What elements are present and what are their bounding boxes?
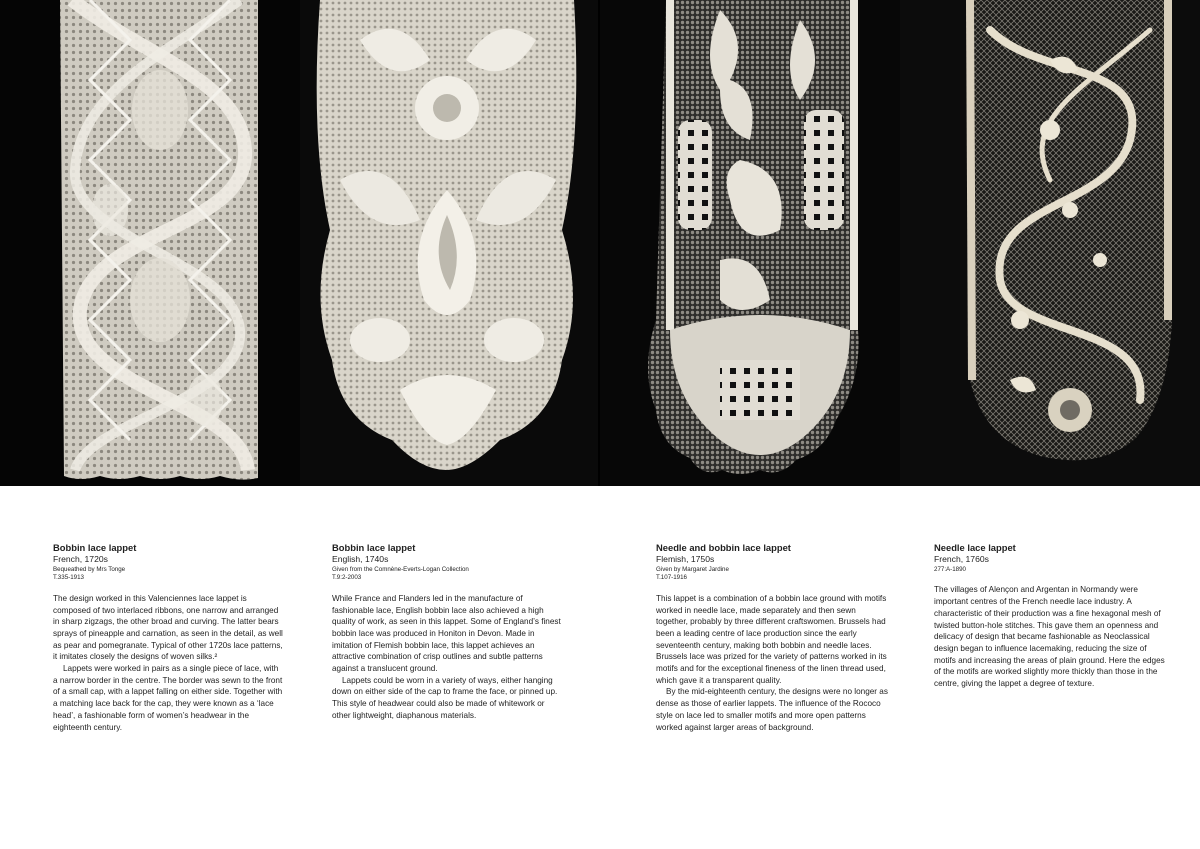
figure-body [53,593,283,733]
caption-figure-3 [656,542,888,733]
body-paragraph: By the mid-eighteenth century, the designs were no longer as dense as those of earlier lappets. The influence of the Rococo style on lace led to smaller motifs and more open patterns worked against larger areas of background. [656,687,888,732]
lace-photo-english-1740s [300,0,598,486]
lace-photo-french-1720s [0,0,300,486]
caption-figure-1 [53,542,283,733]
caption-figure-2 [332,542,562,722]
body-paragraph: The design worked in this Valenciennes lace lappet is composed of two interlaced ribbons, one narrow and arranged in sharp zigzags, the other broad and curving. The latter bears sprays of pineapple and carnation, as seen in the detail, as well as pear and pomegranate. Typical of other 1720s lace patterns, it imitates closely the designs of woven silks.² [53,593,283,662]
figure-origin: French, 1760s [934,554,989,564]
figure-credit: Given from the Comnène-Everts-Logan Collection [332,566,469,573]
figure-accession: T.9:2-2003 [332,574,362,582]
figure-body [332,593,562,722]
figure-credit: Bequeathed by Mrs Tonge [53,566,126,573]
lace-photo-french-1760s [900,0,1200,486]
body-paragraph: Lappets were worked in pairs as a single piece of lace, with a narrow border in the centre. The border was sewn to the front of a small cap, with a lappet falling on either side. Together with a matching lace back for the cap, they were known as a ‘lace head’, a fashionable form of women’s headwear in the eighteenth century. [53,664,283,732]
figure-title: Bobbin lace lappet [332,542,416,553]
body-paragraph: The villages of Alençon and Argentan in Normandy were important centres of the French needle lace industry. A characteristic of their production was a fine hexagonal mesh of twisted button-hole stitches. This gave them an openness and delicacy of design that became fashionable as Neoclassical design began to influence lacemaking, reducing the size of motifs and increasing the areas of plain ground. Here the edges of the motifs are worked slightly more thickly than those in the centre, giving the lappet a degree of texture. [934,585,1165,689]
figure-title: Bobbin lace lappet [53,542,137,553]
figure-origin: French, 1720s [53,554,108,564]
figure-title: Needle lace lappet [934,542,1016,553]
body-paragraph: Lappets could be worn in a variety of ways, either hanging down on either side of the cap to frame the face, or pinned up. This style of headwear could also be made of whitework or other lightweight, diaphanous materials. [332,675,558,720]
body-paragraph: While France and Flanders led in the manufacture of fashionable lace, English bobbin lace also achieved a high quality of work, as seen in this lappet. Some of England’s finest bobbin lace was produced in Honiton in Devon. Made in imitation of Flemish bobbin lace, this lappet achieves an attractive combination of crisp outlines and subtle patterns against a translucent ground. [332,593,561,674]
figure-credit: Given by Margaret Jardine [656,566,729,573]
figure-accession: T.107-1916 [656,574,687,582]
lace-photo-flemish-1750s [600,0,900,486]
caption-figure-4 [934,542,1166,690]
figure-accession: T.335-1913 [53,574,84,582]
figure-body [934,584,1166,689]
figure-origin: English, 1740s [332,554,389,564]
body-paragraph: This lappet is a combination of a bobbin lace ground with motifs worked in needle lace, made separately and then sewn together, probably by three different craftswomen. Brussels had been a leading centre of lace production since the early seventeenth century, making both bobbin and needle laces. Brussels lace was prized for the variety of patterns worked in its motifs and for the exceptional fineness of the linen thread used, which gave it a transparent quality. [656,593,887,685]
figure-origin: Flemish, 1750s [656,554,715,564]
figure-body [656,593,888,733]
figure-accession: 277:A-1890 [934,566,966,573]
figure-title: Needle and bobbin lace lappet [656,542,791,553]
